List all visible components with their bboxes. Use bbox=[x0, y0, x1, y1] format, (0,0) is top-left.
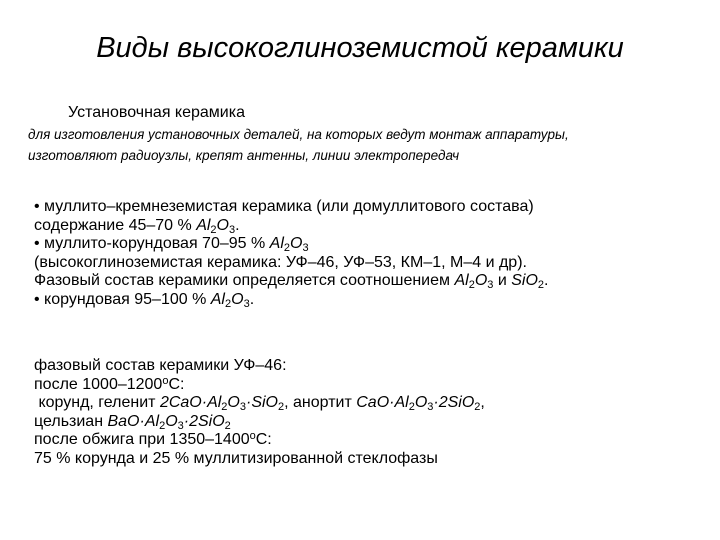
formula: ·2SiO bbox=[183, 412, 225, 430]
ceramic-types-block bbox=[34, 198, 694, 309]
text-line bbox=[34, 254, 694, 273]
subscript: 3 bbox=[243, 297, 250, 310]
text: • корундовая 95–100 % bbox=[34, 290, 211, 308]
formula: O bbox=[165, 412, 178, 430]
formula: O bbox=[227, 394, 240, 411]
text-line bbox=[34, 235, 694, 254]
subscript: 2 bbox=[221, 401, 228, 413]
text: Фазовый состав керамики определяется соотношением bbox=[34, 272, 455, 289]
formula: O bbox=[290, 235, 303, 252]
formula: ·2SiO bbox=[433, 394, 475, 411]
subscript: 3 bbox=[302, 242, 309, 254]
text-line bbox=[34, 291, 694, 310]
text-line bbox=[34, 394, 694, 413]
text: . bbox=[544, 272, 549, 289]
formula: Al bbox=[210, 290, 225, 308]
text: . bbox=[235, 216, 240, 234]
superscript: о bbox=[162, 374, 169, 387]
text: содержание 45–70 % bbox=[34, 216, 197, 234]
subscript: 2 bbox=[210, 223, 217, 236]
subscript: 3 bbox=[239, 401, 246, 413]
formula: Al bbox=[196, 216, 211, 234]
text: (высокоглиноземистая керамика: УФ–46, УФ–53, КМ–1, М–4 и др). bbox=[34, 253, 527, 271]
intro-line: для изготовления установочных деталей, на которых ведут монтаж аппаратуры, bbox=[28, 127, 569, 142]
slide-title: Виды высокоглиноземистой керамики bbox=[96, 32, 624, 64]
text: , bbox=[480, 394, 485, 411]
subscript: 3 bbox=[177, 419, 184, 432]
formula: O bbox=[231, 290, 244, 308]
section-subtitle: Установочная керамика bbox=[68, 104, 245, 121]
text: после обжига при 1350–1400 bbox=[34, 431, 250, 448]
formula: Al bbox=[269, 235, 284, 252]
text: 75 % корунда и 25 % муллитизированной стеклофазы bbox=[34, 449, 438, 467]
text-line bbox=[34, 217, 694, 236]
subscript: 2 bbox=[278, 401, 285, 413]
subscript: 2 bbox=[408, 401, 415, 413]
subscript: 2 bbox=[537, 279, 545, 291]
text-line bbox=[34, 431, 694, 450]
formula: O bbox=[216, 216, 229, 234]
subscript: 2 bbox=[224, 419, 231, 432]
intro-line: изготовляют радиоузлы, крепят антенны, линии электропередач bbox=[28, 148, 460, 163]
text-line bbox=[34, 450, 694, 469]
text: цельзиан bbox=[34, 412, 108, 430]
subscript: 2 bbox=[159, 419, 166, 432]
text: корунд, геленит bbox=[34, 394, 160, 411]
text: С: bbox=[168, 375, 185, 393]
formula: CaO·Al bbox=[356, 394, 409, 411]
text: после 1000–1200 bbox=[34, 375, 163, 393]
intro-text bbox=[28, 124, 718, 166]
subscript: 3 bbox=[487, 279, 494, 291]
subscript: 2 bbox=[468, 279, 475, 291]
formula: SiO bbox=[511, 272, 538, 289]
subscript: 3 bbox=[427, 401, 434, 413]
text: С: bbox=[255, 431, 272, 448]
text: • муллито–кремнеземистая керамика (или домуллитового состава) bbox=[34, 198, 534, 215]
formula: Al bbox=[454, 272, 469, 289]
text-line bbox=[34, 413, 694, 432]
subscript: 3 bbox=[229, 223, 236, 236]
subscript: 2 bbox=[224, 297, 232, 310]
superscript: о bbox=[249, 430, 256, 442]
text-line bbox=[34, 357, 694, 376]
formula: O bbox=[474, 272, 488, 289]
text: фазовый состав керамики УФ–46: bbox=[34, 357, 287, 374]
text: и bbox=[493, 272, 512, 289]
text: , анортит bbox=[284, 394, 357, 411]
text-line bbox=[34, 376, 694, 395]
text-line bbox=[34, 198, 694, 217]
formula: O bbox=[414, 394, 428, 411]
text-line bbox=[34, 272, 694, 291]
text: • муллито-корундовая 70–95 % bbox=[34, 235, 270, 252]
formula: 2CaO·Al bbox=[159, 394, 222, 411]
text: . bbox=[249, 290, 255, 308]
formula: ·SiO bbox=[246, 394, 278, 411]
formula: BaO·Al bbox=[107, 412, 160, 430]
phase-composition-block bbox=[34, 357, 694, 468]
subscript: 2 bbox=[474, 401, 481, 413]
subscript: 2 bbox=[283, 242, 291, 254]
